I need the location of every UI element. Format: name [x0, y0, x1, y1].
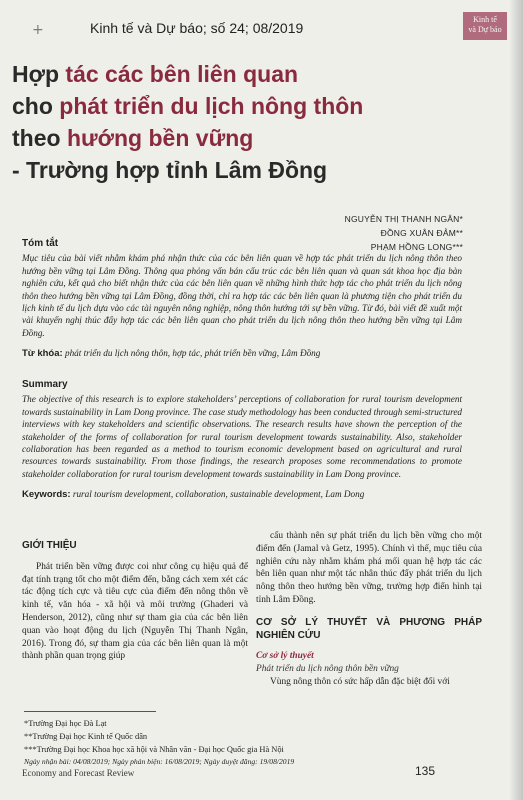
- logo-line-1: Kinh tế: [473, 15, 497, 24]
- abstract-en-text: The objective of this research is to explore stakeholders’ perceptions of collaboration for rural tourism development towards sustainability in Lam Dong province. The case study methodology has been conducted through semi-structured interviews with key stakeholders and scientific observations. The research results have shown the perception of the stakeholder of the forms of collaboration for rural tourism development towards sustainability. Also, stakeholder collaboration has been regarded as a method to tourism economic development based on agricultural and rural resources towards sustainability. From those findings, the research proposes some recommendations to promote stakeholder collaboration for rural tourism development towards sustainability in Lam Dong province.: [22, 394, 462, 479]
- keywords-vi-label: Từ khóa:: [22, 348, 63, 360]
- abstract-vi: [22, 238, 462, 361]
- logo-line-2: và Dự báo: [468, 25, 502, 34]
- intro-heading: GIỚI THIỆU: [22, 540, 77, 551]
- title-line-3: theo hướng bền vững: [12, 125, 254, 151]
- page-edge-shadow: [509, 0, 523, 800]
- keywords-en: [22, 488, 462, 501]
- theory-subsubheading: Phát triển du lịch nông thôn bền vững: [256, 664, 399, 675]
- abstract-en-heading: Summary: [22, 379, 68, 390]
- article-title: [12, 58, 482, 186]
- footnote-rule: [24, 711, 156, 712]
- theory-paragraph: Vùng nông thôn có sức hấp dẫn đặc biệt đối với: [270, 676, 450, 687]
- keywords-vi: [22, 347, 462, 360]
- intro-paragraph: Phát triển bền vững được coi như công cụ hiệu quả để đạt tính trạng tốt cho một điểm đến, bằng cách xem xét các tác động tích cực và tiêu cực của điểm đến nông thôn về kinh tế, văn hóa - xã hội và môi trường (Ghaderi và Henderson, 2012), cũng như sự tham gia của các bên liên quan vào hoạt động du lịch (Nguyễn Thị Thanh Ngân, 2016). Trong đó, sự tham gia của các bên liên quan là một thành phần quan trọng giúp: [22, 561, 248, 662]
- author-1: NGUYỄN THỊ THANH NGÂN*: [344, 214, 463, 224]
- abstract-vi-heading: Tóm tắt: [22, 238, 59, 249]
- footnote-1: *Trường Đại học Đà Lạt: [24, 719, 107, 728]
- journal-header: Kinh tế và Dự báo; số 24; 08/2019: [90, 20, 304, 36]
- author-3: PHẠM HỒNG LONG***: [370, 242, 463, 252]
- footer-journal-name: Economy and Forecast Review: [22, 768, 135, 778]
- title-line-2: cho phát triển du lịch nông thôn: [12, 93, 364, 119]
- keywords-vi-text: phát triển du lịch nông thôn, hợp tác, phát triển bền vững, Lâm Đồng: [64, 348, 321, 359]
- footnote-3: ***Trường Đại học Khoa học xã hội và Nhân văn - Đại học Quốc gia Hà Nội: [24, 744, 284, 754]
- abstract-vi-text: Mục tiêu của bài viết nhằm khám phá nhận thức của các bên liên quan về hợp tác phát triển du lịch nông thôn theo hướng bền vững tại Lâm Đồng. Thông qua phỏng vấn bán cấu trúc các bên liên quan và quan sát khoa học địa bàn nghiên cứu, kết quả cho biết nhận thức của các bên liên quan về những hình thức hợp tác cho phát triển du lịch nông thôn theo hướng bền vững tại Lâm Đồng, đồng thời, chỉ ra hợp tác các bên liên quan là phương tiện cho phát triển du lịch kinh tế du lịch dựa vào các tài nguyên nông nghiệp, nông thôn hướng tới sự bền vững. Từ đó, bài viết đề xuất một vài khuyến nghị thúc đẩy hợp tác các bên liên quan cho phát triển du lịch nông thôn theo hướng bền vững tại Lâm Đồng.: [22, 253, 462, 338]
- theory-subheading: Cơ sở lý thuyết: [256, 651, 314, 662]
- submission-dates: Ngày nhận bài: 04/08/2019; Ngày phản biện: 16/08/2019; Ngày duyệt đăng: 19/08/2019: [24, 757, 295, 767]
- title-line-1: Hợp tác các bên liên quan: [12, 61, 299, 87]
- theory-heading: CƠ SỞ LÝ THUYẾT VÀ PHƯƠNG PHÁP NGHIÊN CỨU: [256, 616, 482, 641]
- footnote-2: **Trường Đại học Kinh tế Quốc dân: [24, 731, 148, 741]
- intro-paragraph-cont: cấu thành nên sự phát triển du lịch bền vững cho một điểm đến (Jamal và Getz, 1995). Chính vì thế, mục tiêu của nghiên cứu này nhằm khám phá mối quan hệ hợp tác các bên liên quan như một tác nhân thúc đẩy phát triển du lịch nông thôn theo hướng bền vững, trường hợp điển hình tại tỉnh Lâm Đồng.: [256, 531, 482, 605]
- left-column: [22, 540, 248, 663]
- journal-logo: [463, 12, 507, 40]
- footnotes: [24, 711, 344, 769]
- right-column: [256, 530, 482, 689]
- keywords-en-text: rural tourism development, collaboration, sustainable development, Lam Dong: [72, 489, 365, 500]
- author-2: ĐỒNG XUÂN ĐẢM**: [380, 228, 463, 238]
- title-line-4: - Trường hợp tỉnh Lâm Đồng: [12, 157, 328, 183]
- corner-mark: +: [32, 22, 44, 38]
- page-number: 135: [414, 764, 435, 778]
- keywords-en-label: Keywords:: [22, 489, 71, 501]
- abstract-en: [22, 379, 462, 502]
